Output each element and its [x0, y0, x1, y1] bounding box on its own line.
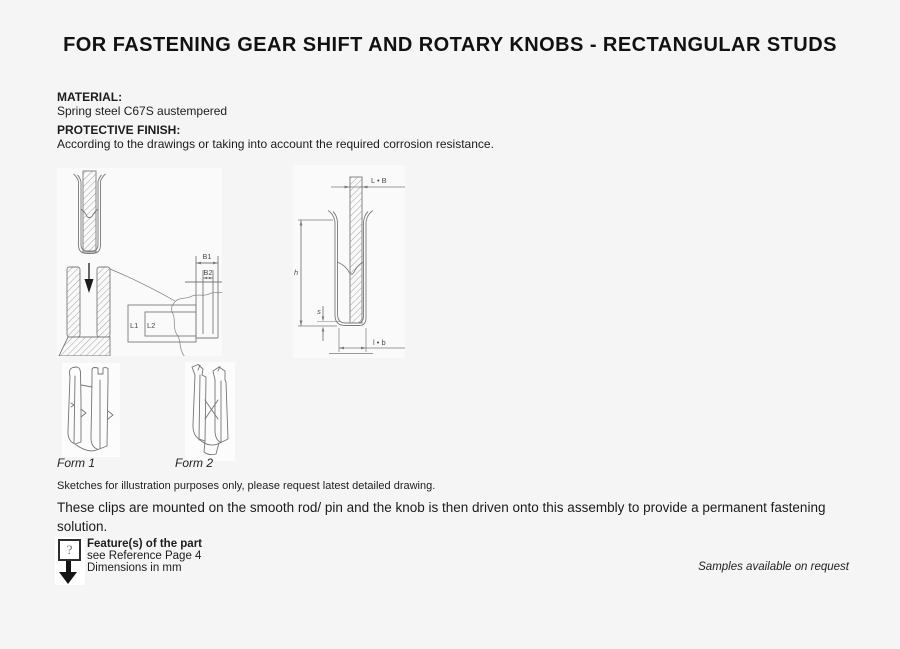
dim-label-b2: B2: [203, 268, 213, 277]
sketch-disclaimer: Sketches for illustration purposes only, please request latest detailed drawing.: [57, 480, 436, 492]
material-heading: MATERIAL:: [57, 90, 123, 104]
dim-label-s: s: [317, 307, 321, 316]
dim-label-lb: l • b: [373, 338, 386, 347]
assembly-drawing: [57, 168, 222, 356]
profile-drawing-svg: [293, 165, 405, 358]
rod-side-view: [350, 177, 362, 323]
protective-finish-value: According to the drawings or taking into account the required corrosion resistance.: [57, 137, 494, 151]
stud-detail-outline: [171, 292, 222, 356]
assembly-drawing-svg: [57, 168, 222, 356]
material-section: [57, 90, 227, 118]
form-2-sketch: [185, 362, 235, 461]
form-1-label: Form 1: [57, 456, 96, 470]
down-arrow-head-icon: [59, 572, 77, 584]
dim-label-LB: L • B: [371, 176, 387, 185]
feature-reference-icon: [55, 537, 85, 585]
down-arrow-icon: [66, 561, 71, 572]
page-title: FOR FASTENING GEAR SHIFT AND ROTARY KNOBS - RECTANGULAR STUDS: [63, 34, 837, 56]
feature-reference-line: see Reference Page 4: [87, 549, 202, 562]
protective-finish-heading: PROTECTIVE FINISH:: [57, 123, 181, 137]
dim-label-l1: L1: [130, 321, 139, 330]
form-1-drawing: [62, 363, 120, 457]
description-text: These clips are mounted on the smooth rod/ pin and the knob is then driven onto this assembly to provide a permanent fastening solution.: [57, 500, 826, 534]
form-1-sketch: [62, 363, 120, 457]
samples-note: Samples available on request: [698, 561, 849, 573]
question-mark-icon: ?: [58, 539, 81, 561]
dim-label-l2: L2: [147, 321, 156, 330]
rod-cross-section: [83, 171, 96, 252]
protective-finish-section: [57, 123, 494, 151]
profile-drawing: [293, 165, 405, 358]
feature-note: [87, 539, 202, 574]
material-value: Spring steel C67S austempered: [57, 104, 228, 118]
form-2-drawing: [185, 362, 235, 461]
dim-label-b1: B1: [202, 252, 212, 261]
dim-label-h: h: [294, 268, 299, 277]
feature-dimensions-line: Dimensions in mm: [87, 561, 182, 574]
feature-heading: Feature(s) of the part: [87, 538, 203, 550]
form-2-label: Form 2: [175, 456, 214, 470]
